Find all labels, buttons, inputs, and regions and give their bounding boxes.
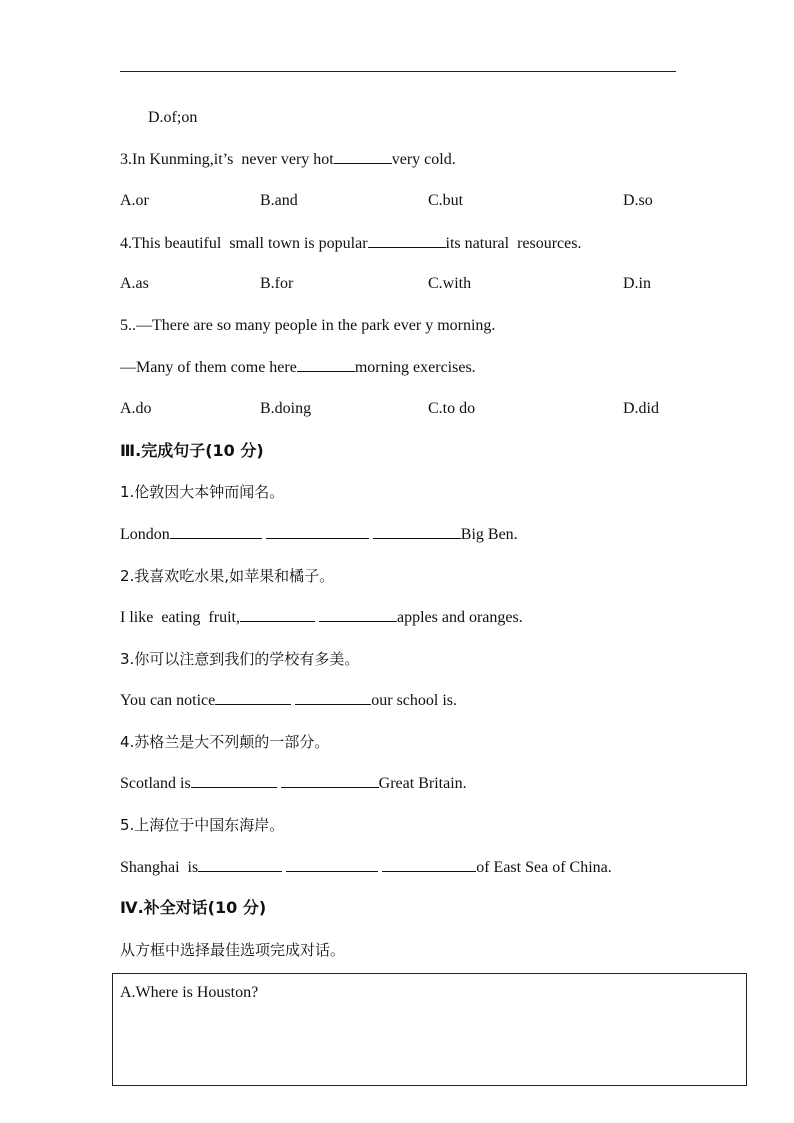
answer-blank [382,857,476,872]
sentence-text-before: You can notice [120,692,216,709]
section-3-heading [120,441,264,461]
question-4-options [120,274,680,294]
answer-blank [295,690,371,705]
option-c: C.with [428,275,472,292]
option-a: A.as [120,275,149,292]
question-3-options [120,191,680,211]
answer-blank [373,524,461,539]
question-5-text-before: —Many of them come here [120,359,297,376]
answer-blank [198,857,282,872]
sentence-text-after: our school is. [371,692,458,709]
sentence-3-chinese: 3.你可以注意到我们的学校有多美。 [120,650,360,668]
section-4-title: 补全对话 [143,898,208,917]
sentence-text-before: Shanghai is [120,859,199,876]
sentence-text-before: London [120,526,170,543]
sentence-5-english [120,857,612,878]
section-4-roman: Ⅳ. [120,898,144,917]
answer-blank [368,233,446,248]
question-4-text-after: its natural resources. [445,235,582,252]
sentence-2-english [120,607,523,628]
answer-blank [286,857,378,872]
answer-blank [297,357,355,372]
sentence-text-after: of East Sea of China. [476,859,612,876]
sentence-4-chinese: 4.苏格兰是大不列颠的一部分。 [120,733,330,751]
sentence-5-chinese: 5.上海位于中国东海岸。 [120,816,285,834]
options-box [112,973,747,1086]
option-c: C.but [428,192,464,209]
question-5-line-2 [120,357,476,378]
question-4 [120,233,581,254]
sentence-3-english [120,690,457,711]
answer-blank [334,149,392,164]
option-d: D.in [623,275,651,292]
section-4-instruction: 从方框中选择最佳选项完成对话。 [120,941,346,959]
option-d: D.did [623,400,659,417]
question-3 [120,149,456,170]
question-3-text-before: 3.In Kunming,it’s never very hot [120,151,334,168]
section-4-heading [120,898,266,918]
answer-blank [319,607,397,622]
section-3-title: 完成句子 [141,441,206,460]
answer-blank [266,524,369,539]
section-4-points: (10 分) [207,898,267,917]
answer-blank [240,607,315,622]
answer-blank [191,773,277,788]
q2-option-d: D.of;on [148,109,198,126]
section-3-roman: Ⅲ. [120,441,142,460]
answer-blank [281,773,379,788]
answer-blank [215,690,291,705]
answer-blank [170,524,262,539]
sentence-text-after: apples and oranges. [396,609,523,626]
option-a: A.do [120,400,152,417]
sentence-1-english [120,524,518,545]
sentence-text-after: Great Britain. [378,775,467,792]
sentence-text-before: I like eating fruit, [120,609,240,626]
sentence-2-chinese: 2.我喜欢吃水果,如苹果和橘子。 [120,567,335,585]
option-b: B.doing [260,400,312,417]
question-5-text-after: morning exercises. [354,359,476,376]
question-5-options [120,399,680,419]
option-d: D.so [623,192,653,209]
question-5-line-1: 5..—There are so many people in the park ever y morning. [120,317,496,334]
sentence-4-english [120,773,467,794]
sentence-1-chinese: 1.伦敦因大本钟而闻名。 [120,483,285,501]
sentence-text-before: Scotland is [120,775,191,792]
section-3-points: (10 分) [205,441,264,460]
option-b: B.and [260,192,298,209]
question-4-text-before: 4.This beautiful small town is popular [120,235,368,252]
sentence-text-after: Big Ben. [460,526,518,543]
header-rule [120,71,676,72]
option-b: B.for [260,275,294,292]
option-a: A.or [120,192,149,209]
box-option-a: A.Where is Houston? [120,984,259,1001]
option-c: C.to do [428,400,476,417]
question-3-text-after: very cold. [391,151,456,168]
